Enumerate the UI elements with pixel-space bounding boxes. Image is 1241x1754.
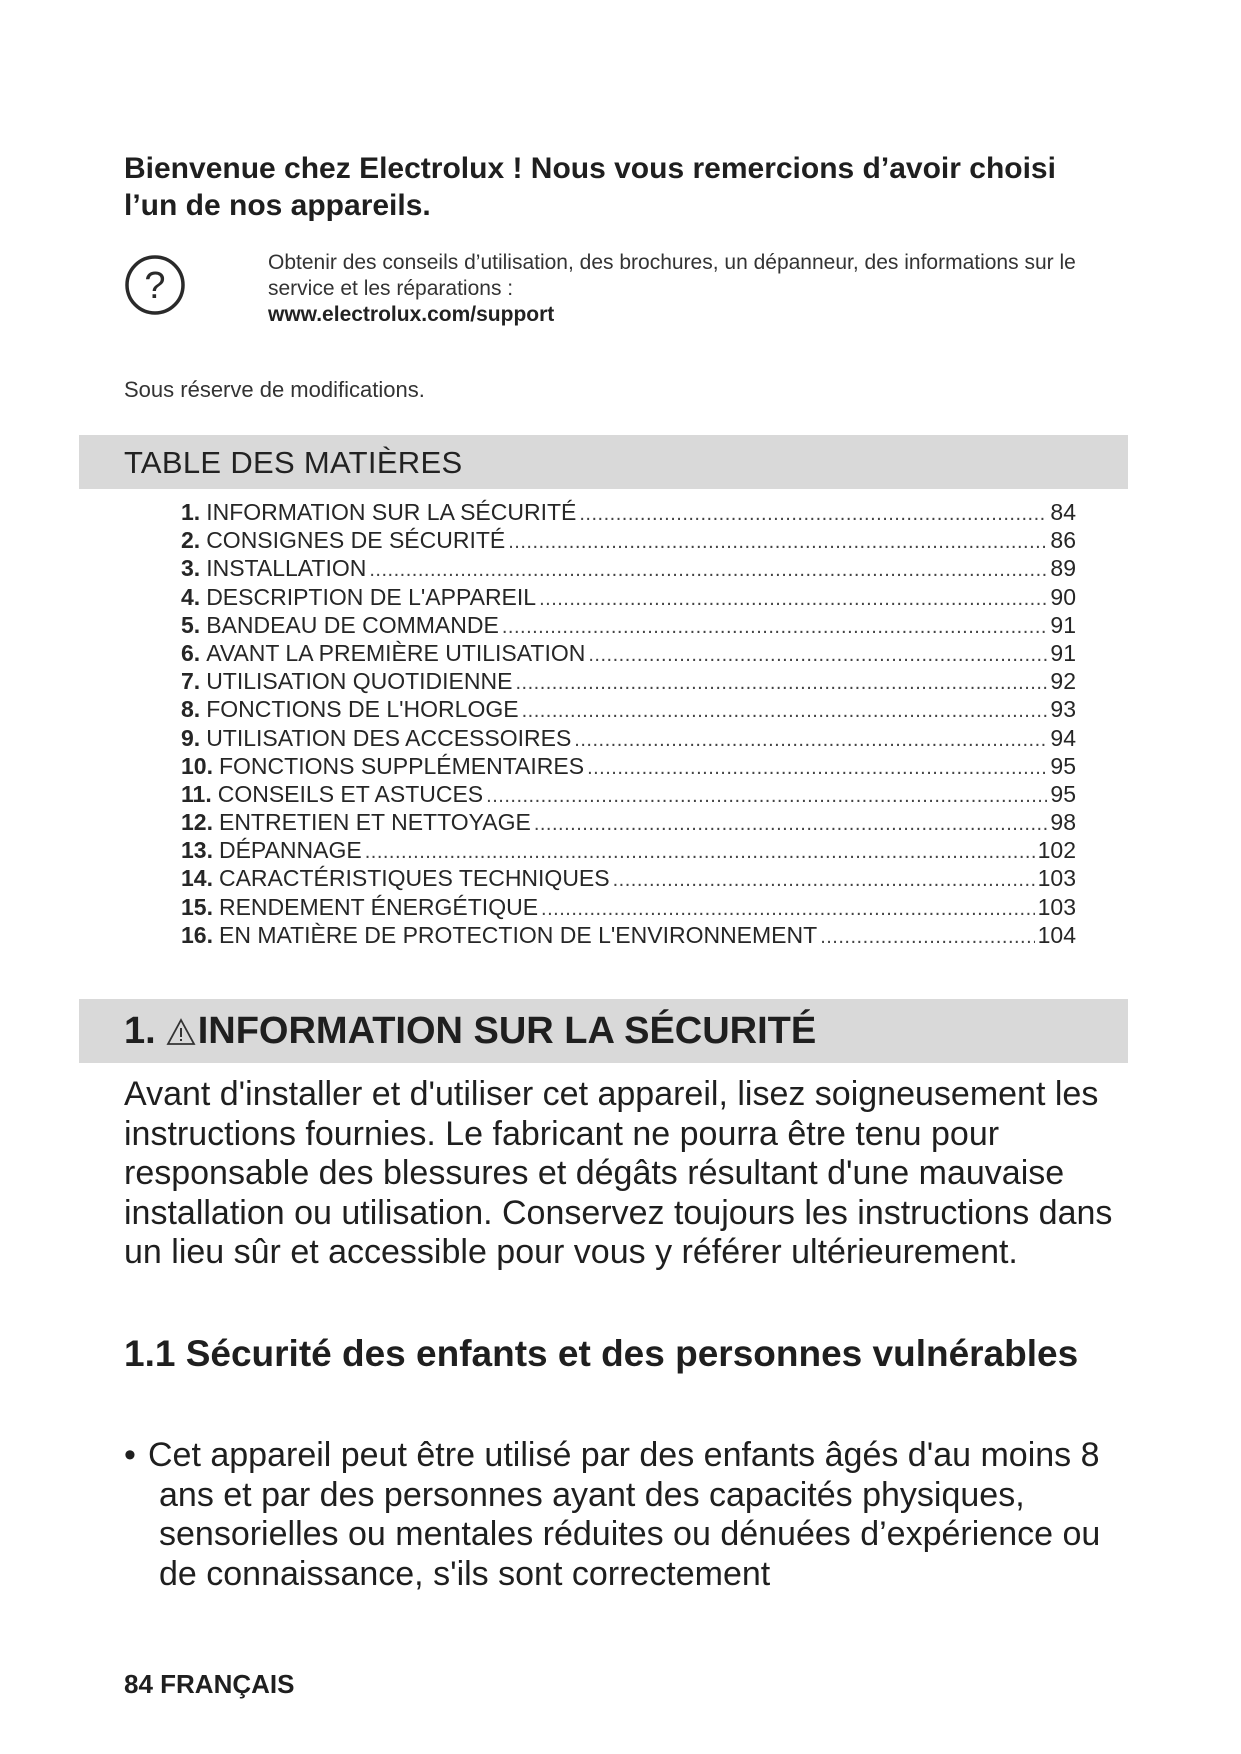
toc-item-page: 89 xyxy=(1050,555,1076,582)
toc-item-leader xyxy=(539,588,1047,611)
toc-item-leader xyxy=(534,813,1048,836)
toc-item-label: CARACTÉRISTIQUES TECHNIQUES xyxy=(218,865,610,892)
toc-item-page: 92 xyxy=(1050,668,1076,695)
toc-item-page: 91 xyxy=(1050,639,1076,666)
toc-item-leader xyxy=(588,644,1047,667)
toc-item[interactable] xyxy=(181,865,1076,893)
toc-item-leader xyxy=(574,729,1047,752)
toc-item-page: 102 xyxy=(1037,837,1076,864)
toc-item[interactable] xyxy=(181,922,1076,950)
toc-item-label: UTILISATION DES ACCESSOIRES xyxy=(206,724,572,751)
bullet-item xyxy=(124,1436,1124,1594)
section-title xyxy=(124,1010,816,1053)
toc-item-page: 103 xyxy=(1037,865,1076,892)
reserve-note: Sous réserve de modifications. xyxy=(124,377,425,402)
warning-triangle-icon xyxy=(166,1017,196,1047)
toc-item[interactable] xyxy=(181,809,1076,837)
toc-item-number: 6. xyxy=(181,639,201,666)
toc-item-number: 7. xyxy=(181,668,201,695)
toc-item-number: 12. xyxy=(181,809,213,836)
toc-item-page: 86 xyxy=(1050,527,1076,554)
toc-item-leader xyxy=(508,531,1047,554)
toc-item-page: 95 xyxy=(1050,780,1076,807)
toc-item[interactable] xyxy=(181,696,1076,724)
toc-item-label: EN MATIÈRE DE PROTECTION DE L'ENVIRONNEMENT xyxy=(218,921,818,948)
toc-item-leader xyxy=(369,559,1047,582)
toc-item-label: BANDEAU DE COMMANDE xyxy=(206,611,499,638)
page-footer: 84 FRANÇAIS xyxy=(124,1669,295,1699)
toc-item-page: 84 xyxy=(1050,499,1076,525)
toc-title: TABLE DES MATIÈRES xyxy=(124,445,463,480)
toc-item-label: FONCTIONS SUPPLÉMENTAIRES xyxy=(218,752,585,779)
subsection-heading: 1.1 Sécurité des enfants et des personnes vulnérables xyxy=(124,1333,1079,1374)
toc-item-label: ENTRETIEN ET NETTOYAGE xyxy=(218,809,531,836)
toc-item[interactable] xyxy=(181,725,1076,753)
toc-item-label: DESCRIPTION DE L'APPAREIL xyxy=(206,583,537,610)
toc-item-label: RENDEMENT ÉNERGÉTIQUE xyxy=(218,893,539,920)
toc-item-leader xyxy=(587,757,1047,780)
toc-item-number: 14. xyxy=(181,865,213,892)
toc-item-number: 3. xyxy=(181,555,201,582)
toc-item-label: INSTALLATION xyxy=(206,555,367,582)
toc-item-leader xyxy=(515,672,1047,695)
bullet-text: Cet appareil peut être utilisé par des enfants âgés d'au moins 8 ans et par des personnes ayant des capacités physiques, sensorielles ou mentales réduites ou dénuées d’expérience ou de connaissance, s'ils sont correctement xyxy=(148,1436,1101,1593)
toc-item-page: 98 xyxy=(1050,809,1076,836)
toc-item-page: 95 xyxy=(1050,752,1076,779)
toc-item-page: 90 xyxy=(1050,583,1076,610)
toc-item-number: 11. xyxy=(181,780,212,807)
toc-item-page: 91 xyxy=(1050,611,1076,638)
safety-intro-paragraph: Avant d'installer et d'utiliser cet appareil, lisez soigneusement les instructions fournies. Le fabricant ne pourra être tenu pour responsable des blessures et dégâts résultant d'une mauvaise installation ou utilisation. Conservez toujours les instructions dans un lieu sûr et accessible pour vous y référer ultérieurement. xyxy=(124,1075,1113,1271)
toc-item[interactable] xyxy=(181,499,1076,527)
section-number: 1. xyxy=(124,1010,156,1052)
toc-item[interactable] xyxy=(181,668,1076,696)
toc-item-number: 15. xyxy=(181,893,213,920)
toc-item-number: 9. xyxy=(181,724,201,751)
support-url-link[interactable]: www.electrolux.com/support xyxy=(268,303,555,326)
toc-item-label: CONSEILS ET ASTUCES xyxy=(217,780,484,807)
toc-item-number: 13. xyxy=(181,837,213,864)
toc-item-number: 8. xyxy=(181,696,201,723)
toc-item[interactable] xyxy=(181,612,1076,640)
toc-item-page: 94 xyxy=(1050,724,1076,751)
toc-item-number: 16. xyxy=(181,921,213,948)
toc-item-leader xyxy=(502,616,1048,639)
toc-item-label: AVANT LA PREMIÈRE UTILISATION xyxy=(206,639,586,666)
welcome-heading: Bienvenue chez Electrolux ! Nous vous remercions d’avoir choisi l’un de nos appareils. xyxy=(124,152,1056,222)
toc-header-band xyxy=(79,435,1128,489)
section-header-band xyxy=(79,999,1128,1063)
bullet-mark: • xyxy=(124,1436,136,1474)
toc-item-label: CONSIGNES DE SÉCURITÉ xyxy=(206,527,506,554)
toc-item-number: 10. xyxy=(181,752,213,779)
toc-item-leader xyxy=(365,841,1035,864)
toc-item-number: 4. xyxy=(181,583,201,610)
toc-item-number: 2. xyxy=(181,527,201,554)
toc-item-label: FONCTIONS DE L'HORLOGE xyxy=(206,696,519,723)
toc-item-page: 103 xyxy=(1037,893,1076,920)
toc-item-leader xyxy=(522,700,1048,723)
toc-item-number: 1. xyxy=(181,499,201,525)
toc-item[interactable] xyxy=(181,753,1076,781)
toc-item-page: 93 xyxy=(1050,696,1076,723)
toc-item-number: 5. xyxy=(181,611,201,638)
toc-item[interactable] xyxy=(181,837,1076,865)
toc-item[interactable] xyxy=(181,640,1076,668)
toc-item-label: DÉPANNAGE xyxy=(218,837,362,864)
toc-item[interactable] xyxy=(181,555,1076,583)
toc-item-page: 104 xyxy=(1037,921,1076,948)
toc-item[interactable] xyxy=(181,584,1076,612)
toc-item-leader xyxy=(486,785,1047,808)
toc-item-leader xyxy=(579,503,1047,526)
toc-item[interactable] xyxy=(181,527,1076,555)
toc-item[interactable] xyxy=(181,894,1076,922)
toc-list xyxy=(181,499,1076,950)
toc-item-leader xyxy=(541,898,1035,921)
support-text: Obtenir des conseils d’utilisation, des brochures, un dépanneur, des informations sur le service et les réparations : xyxy=(268,251,1076,300)
svg-text:?: ? xyxy=(144,265,166,307)
section-title-text: INFORMATION SUR LA SÉCURITÉ xyxy=(197,1010,817,1052)
toc-item-label: UTILISATION QUOTIDIENNE xyxy=(206,668,513,695)
support-info xyxy=(268,250,1128,328)
help-circle-icon xyxy=(124,254,186,316)
toc-item-label: INFORMATION SUR LA SÉCURITÉ xyxy=(206,499,577,525)
toc-item[interactable] xyxy=(181,781,1076,809)
toc-item-leader xyxy=(820,926,1034,949)
toc-item-leader xyxy=(613,869,1035,892)
